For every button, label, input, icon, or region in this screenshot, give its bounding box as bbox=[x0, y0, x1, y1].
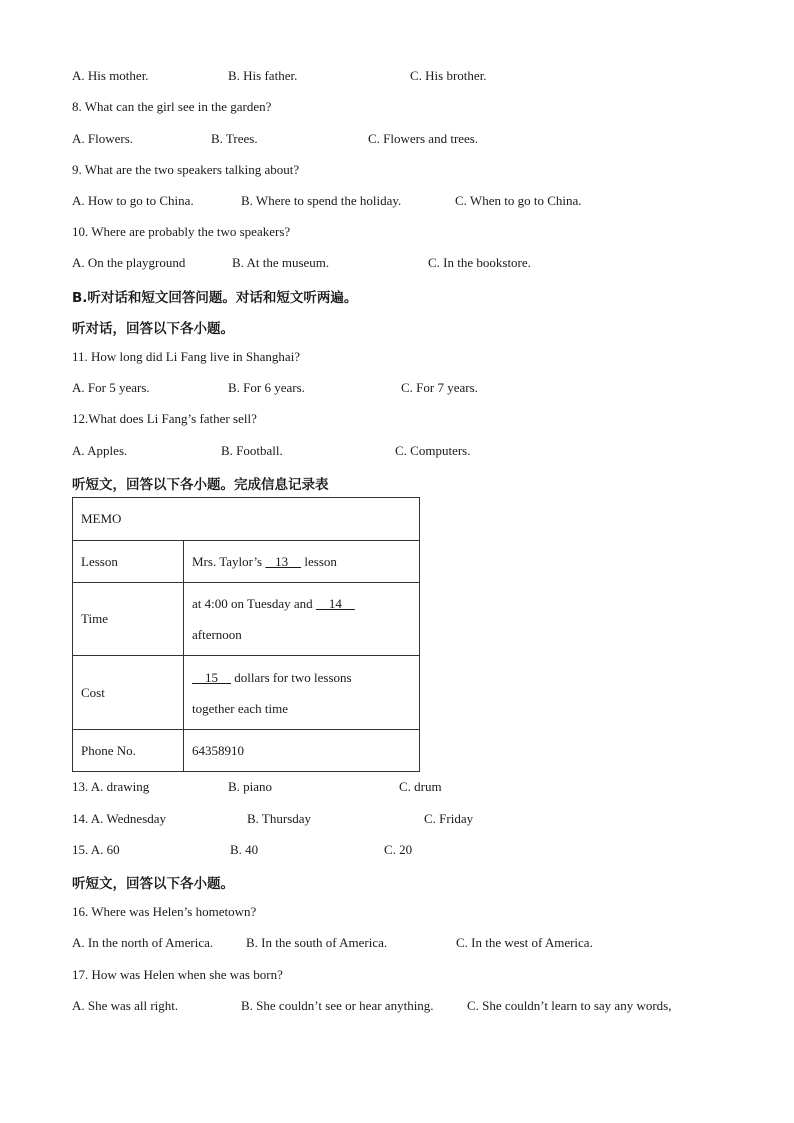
q14-option-a: 14. A. Wednesday bbox=[72, 811, 167, 826]
q12-option-c: C. Computers. bbox=[395, 443, 471, 458]
passage-heading: 听短文，回答以下各小题。完成信息记录表 bbox=[72, 477, 329, 493]
memo-title: MEMO bbox=[73, 498, 420, 541]
passage2-heading: 听短文，回答以下各小题。 bbox=[72, 876, 234, 892]
memo-time-line1 bbox=[192, 588, 411, 619]
memo-phone-value: 64358910 bbox=[184, 730, 420, 772]
q9-option-c: C. When to go to China. bbox=[455, 193, 582, 208]
q10-option-a: A. On the playground bbox=[72, 255, 186, 270]
memo-lesson-row bbox=[73, 541, 420, 583]
memo-cost-suffix: dollars for two lessons bbox=[234, 669, 352, 685]
q17-option-a: A. She was all right. bbox=[72, 998, 179, 1013]
q15-option-a: 15. A. 60 bbox=[72, 842, 120, 857]
memo-cost-line1 bbox=[192, 662, 411, 693]
q15-option-c: C. 20 bbox=[384, 842, 413, 857]
q9-question: 9. What are the two speakers talking about? bbox=[72, 162, 300, 177]
q11-option-c: C. For 7 years. bbox=[401, 380, 478, 395]
memo-blank-14: 14 bbox=[315, 596, 355, 611]
memo-title-row bbox=[73, 498, 420, 541]
memo-time-row bbox=[73, 583, 420, 656]
q16-option-c: C. In the west of America. bbox=[456, 935, 593, 950]
memo-blank-15: 15 bbox=[192, 669, 231, 685]
memo-cost-line2: together each time bbox=[192, 700, 289, 716]
q9-option-b: B. Where to spend the holiday. bbox=[241, 193, 402, 208]
q12-question: 12.What does Li Fang’s father sell? bbox=[72, 411, 257, 426]
memo-cost-label: Cost bbox=[73, 656, 184, 730]
memo-cost-row bbox=[73, 656, 420, 730]
q16-question: 16. Where was Helen’s hometown? bbox=[72, 904, 257, 919]
q12-option-b: B. Football. bbox=[221, 443, 283, 458]
q11-option-a: A. For 5 years. bbox=[72, 380, 150, 395]
memo-blank-13: 13 bbox=[265, 553, 302, 569]
memo-lesson-label: Lesson bbox=[73, 541, 184, 583]
memo-time-value bbox=[184, 583, 420, 656]
q8-option-b: B. Trees. bbox=[211, 131, 258, 146]
memo-table bbox=[72, 497, 420, 772]
memo-lesson-value bbox=[184, 541, 420, 583]
memo-time-label: Time bbox=[73, 583, 184, 656]
q11-option-b: B. For 6 years. bbox=[228, 380, 305, 395]
q10-question: 10. Where are probably the two speakers? bbox=[72, 224, 291, 239]
q8-option-c: C. Flowers and trees. bbox=[368, 131, 479, 146]
q7-option-a: A. His mother. bbox=[72, 68, 149, 83]
q13-option-b: B. piano bbox=[228, 779, 273, 794]
q17-question: 17. How was Helen when she was born? bbox=[72, 967, 283, 982]
memo-lesson-suffix: lesson bbox=[304, 553, 337, 569]
q14-option-b: B. Thursday bbox=[247, 811, 312, 826]
q13-option-a: 13. A. drawing bbox=[72, 779, 150, 794]
q11-question: 11. How long did Li Fang live in Shanghai? bbox=[72, 349, 301, 364]
q16-option-a: A. In the north of America. bbox=[72, 935, 214, 950]
memo-phone-label: Phone No. bbox=[73, 730, 184, 772]
q7-option-c: C. His brother. bbox=[410, 68, 487, 83]
q17-option-b: B. She couldn’t see or hear anything. bbox=[241, 998, 434, 1013]
q16-option-b: B. In the south of America. bbox=[246, 935, 388, 950]
q14-option-c: C. Friday bbox=[424, 811, 474, 826]
memo-phone-row bbox=[73, 730, 420, 772]
memo-time-suffix: afternoon bbox=[192, 627, 242, 642]
q10-option-c: C. In the bookstore. bbox=[428, 255, 531, 270]
section-b-heading: B.听对话和短文回答问题。对话和短文听两遍。 bbox=[72, 290, 358, 306]
q13-option-c: C. drum bbox=[399, 779, 442, 794]
memo-time-prefix: at 4:00 on Tuesday and bbox=[192, 596, 313, 611]
q12-option-a: A. Apples. bbox=[72, 443, 128, 458]
q8-question: 8. What can the girl see in the garden? bbox=[72, 99, 272, 114]
q9-option-a: A. How to go to China. bbox=[72, 193, 194, 208]
dialog-heading: 听对话，回答以下各小题。 bbox=[72, 321, 234, 337]
memo-lesson-prefix: Mrs. Taylor’s bbox=[192, 553, 263, 569]
q8-option-a: A. Flowers. bbox=[72, 131, 134, 146]
q17-option-c: C. She couldn’t learn to say any words, bbox=[467, 998, 672, 1013]
q7-option-b: B. His father. bbox=[228, 68, 298, 83]
q15-option-b: B. 40 bbox=[230, 842, 259, 857]
q10-option-b: B. At the museum. bbox=[232, 255, 330, 270]
memo-cost-value bbox=[184, 656, 420, 730]
